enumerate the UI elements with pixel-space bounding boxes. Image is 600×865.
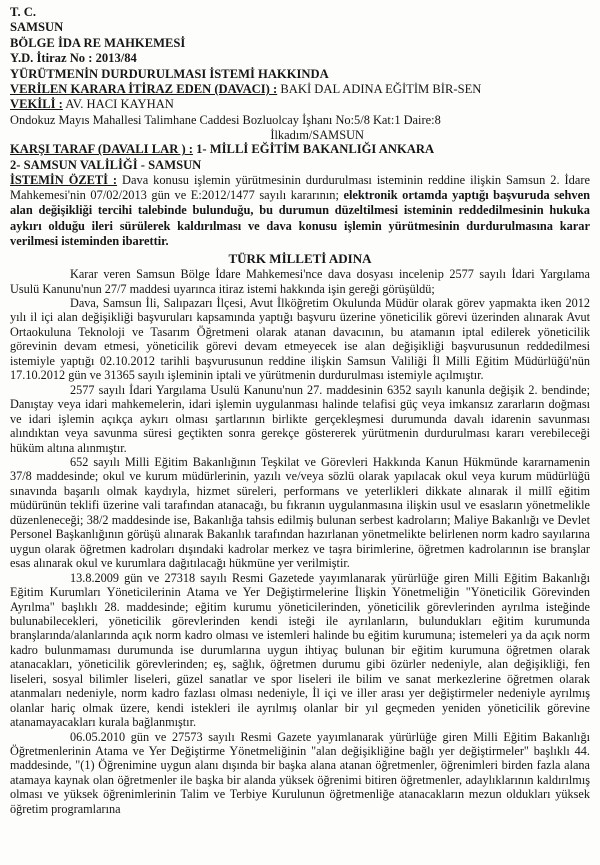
address-line-1: Ondokuz Mayıs Mahallesi Talimhane Caddesi Bozluolcay İşhanı No:5/8 Kat:1 Daire:8 <box>10 112 441 127</box>
summary-label: İSTEMİN ÖZETİ : <box>10 173 118 188</box>
decision-body <box>10 267 590 816</box>
paragraph-1: Karar veren Samsun Bölge İdare Mahkemesi'nce dava dosyası incelenip 2577 sayılı İdari Yargılama Usulü Kanunu'nun 27/7 maddesi uyarınca itiraz istemi hakkında işin gereği görüşüldü; <box>10 267 590 296</box>
attorney-line <box>10 97 590 112</box>
court-name: BÖLGE İDA RE MAHKEMESİ <box>10 35 186 50</box>
republic-abbrev: T. C. <box>10 5 37 19</box>
paragraph-3: 2577 sayılı İdari Yargılama Usulü Kanunu'nun 27. maddesinin 6352 sayılı kanunla değişik 2. bendinde; Danıştay veya idari mahkemelerin, idari işlemin uygulanması halinde telafisi güç veya imkansız zararların doğması ve idari işlemin açıkça aykırı olması şartlarının birlikte gerçekleşmesi durumunda davalı idarenin savunması alındıktan veya savunma süresi geçtikten sonra gerekçe göstererek yürütmenin durdurulması kararı verebileceği hüküm altına alınmıştır. <box>10 382 590 455</box>
claim-summary <box>10 173 590 249</box>
attorney-value: AV. HACI KAYHAN <box>62 97 174 112</box>
summary-text-1: Dava konusu işlemin yürütmesinin durdurulması isteminin reddine ilişkin Samsun 2. İdare Mahkemesi'nin 07/02/2013 gün ve E:2012/1477 sayılı kararının; <box>10 173 590 203</box>
paragraph-2: Dava, Samsun İli, Salıpazarı İlçesi, Avut İlköğretim Okulunda Müdür olarak görev yapmakta iken 2012 yılı il içi alan değişikliği başvuruları kapsamında yaptığı başvuru üzerine yöneticilik görevi üzerinden alınarak Avut Ortaokuluna Teknoloji ve Tasarım Öğretmeni olarak atanan davacının, bu atamanın iptal edilerek yöneticilik görevinin devam etmesi, yöneticilik görevi devam etmeyecek ise alan değişikliği başvurusunun reddedilmesi istemiyle yaptığı 02.10.2012 tarihli başvurusunun reddine ilişkin Samsun Valiliği İl Milli Eğitim Müdürlüğü'nün 17.10.2012 gün ve 31365 sayılı işleminin iptali ve yürütmenin durdurulması istemiyle açılmıştır. <box>10 295 590 383</box>
respondent-value-1: 1- MİLLİ EĞİTİM BAKANLIĞI ANKARA <box>192 142 435 157</box>
objector-label: VERİLEN KARARA İTİRAZ EDEN (DAVACI) : <box>10 82 278 97</box>
respondent-value-2: 2- SAMSUN VALİLİĞİ - SAMSUN <box>10 157 202 172</box>
attorney-label: VEKİLİ : <box>10 97 63 112</box>
paragraph-6: 06.05.2010 gün ve 27573 sayılı Resmi Gazete yayımlanarak yürürlüğe giren Milli Eğitim Bakanlığı Öğretmenlerinin Atama ve Yer Değiştirme Yönetmeliğinin "alan değişikliğine bağlı yer değiştirmeler" başlıklı 44. maddesinde, "(1) Öğrenimine uygun alanı dışında bir başka alana atanan öğretmenler, öğrenimleri birden fazla alana atamaya kaynak olan öğretmenler ile başka bir alanda yüksek öğrenimi bitiren öğretmenler, adaylıklarının kaldırılmış olması ve yüksek öğrenimlerinin Talim ve Terbiye Kurulunun öğretmenliğe atanacakların mezun oldukları yüksek öğretim programlarına <box>10 729 590 816</box>
case-number: Y.D. İtiraz No : 2013/84 <box>10 51 137 66</box>
paragraph-5: 13.8.2009 gün ve 27318 sayılı Resmi Gazetede yayımlanarak yürürlüğe giren Milli Eğitim Bakanlığı Eğitim Kurumları Yöneticilerinin Atama ve Yer Değiştirmelerine İlişkin Yönetmeliğin "Yöneticilik Görevinden Ayrılma" başlıklı 28. maddesinde; eğitim kurumu yöneticilerinden, yöneticilik görevlerinden ayrılma isteğinde bulunabilecekleri, yöneticilik görevlerinden kendi isteği ile ayrılanların, bulundukları eğitim kurumunda branşlarında/alanlarında açık norm kadro olması ve istemleri halinde bu eğitim kurumuna; istemeleri ya da açık norm kadro bulunmaması durumunda ise durumlarına uygun ihtiyaç bulunan bir eğitim kurumuna öğretmen olarak atanacakları, yöneticilik görevlerinden; eş, sağlık, öğretmen durumu gibi özürler nedeniyle, alan değişikliği, fen liseleri, sosyal bilimler liseleri, güzel sanatlar ve spor liseleri ile bilim ve sanat merkezlerine öğretmen olarak atanmaları nedeniyle, norm kadro fazlası olması nedeniyle, İl içi ve iller arası yer değiştirmeler nedeniyle ayrılmış olanlar hariç olmak üzere, kendi istekleri ile ayrılmış olanlar bir yıl geçmeden yeniden yöneticilik görevine atanamayacakları kurala bağlanmıştır. <box>10 570 590 730</box>
respondent-line <box>10 142 590 157</box>
decision-title: YÜRÜTMENİN DURDURULMASI İSTEMİ HAKKINDA <box>10 66 329 81</box>
paragraph-4: 652 sayılı Milli Eğitim Bakanlığının Teşkilat ve Görevleri Hakkında Kanun Hükmünde kararnamenin 37/8 maddesinde; okul ve kurum müdürlerinin, yazılı ve/veya sözlü olarak yapılacak okul veya kurum müdürlüğü sınavında başarılı olmak kaydıyla, hizmet süreleri, performans ve yeterlikleri dikkate alınarak il millî eğitim müdürünün teklifi üzerine vali tarafından atanacağı, bu fıkranın uygulanmasına ilişkin usul ve esasların yönetmelikle düzenleneceği; 38/2 maddesinde ise, Bakanlığa tahsis edilmiş bulunan serbest kadroların; Maliye Bakanlığı ve Devlet Personel Başkanlığının görüşü alınarak Bakanlık tarafından hazırlanan yönetmelikte belirlenen norm kadro sayılarına uygun olarak öğretmen kadroları dışındaki kadrolar merkez ve taşra birimlerine, öğretmen kadrolarının ise branşlar esas alınarak okul ve kurumlara dağıtılacağı hükmüne yer verilmiştir. <box>10 454 590 571</box>
respondent-label: KARŞI TARAF (DAVALI LAR ) : <box>10 142 193 157</box>
address-line-2: İlkadım/SAMSUN <box>270 128 364 143</box>
objector-value: BAKİ DAL ADINA EĞİTİM BİR-SEN <box>277 82 482 97</box>
city-name: SAMSUN <box>10 20 64 35</box>
objector-line <box>10 82 590 97</box>
section-title: TÜRK MİLLETİ ADINA <box>228 251 372 267</box>
summary-text-2: elektronik ortamda yaptığı başvuruda sehven alan değişikliği tercihi talebinde bulunduğu, bu durumun düzeltilmesi isteminin reddedilmesinin hukuka aykırı olduğu ileri sürülerek kaldırılması ve dava konusu işlemin yürütmesinin durdurulmasına karar verilmesi isteminden ibarettir. <box>10 188 590 248</box>
